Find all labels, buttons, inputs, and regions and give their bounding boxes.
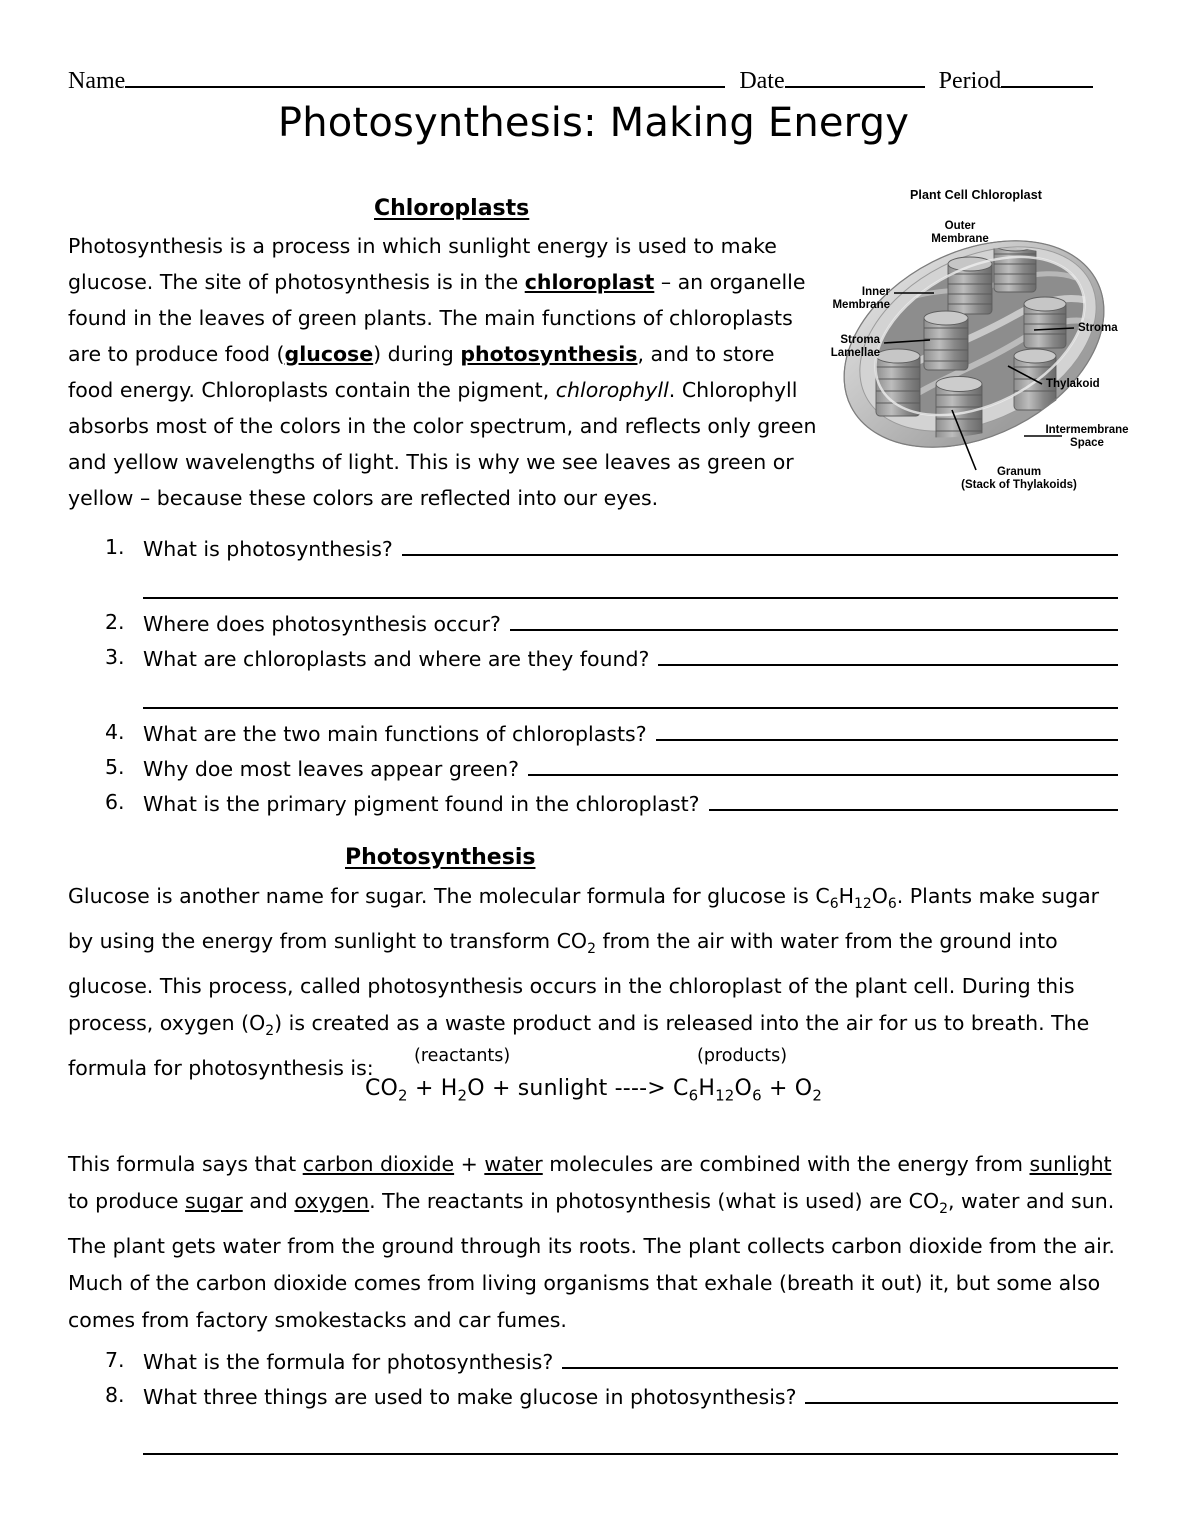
section-heading-chloroplasts: Chloroplasts [374, 196, 530, 221]
page-title: Photosynthesis: Making Energy [277, 100, 910, 146]
answer-line[interactable] [656, 717, 1118, 741]
question-row [0, 717, 1187, 752]
photosynthesis-equation-block [0, 1046, 1187, 1104]
question-text: What three things are used to make glucose in photosynthesis? [143, 1385, 797, 1409]
figure-label-thylakoid: Thylakoid [1046, 378, 1100, 390]
paragraph-photosynthesis-1: Glucose is another name for sugar. The molecular formula for glucose is $C_6H_{12}O_6$. Plants make sugar by using the energy from sunlight to transform $CO_2$ from the air with water from the ground into glucose. This process, called photosynthesis occurs in the chloroplast of the plant cell. During this process, oxygen $(O_2)$ is created as a waste product and is released into the air for us to breath. The formula for photosynthesis is: [68, 884, 1100, 1081]
question-text: Where does photosynthesis occur? [143, 612, 501, 636]
answer-line[interactable] [658, 642, 1118, 666]
paragraph-chloroplasts: Photosynthesis is a process in which sunlight energy is used to make glucose. The site of photosynthesis is in the chloroplast – an organelle found in the leaves of green plants. The main functions of chloroplasts are to produce food (glucose) during photosynthesis, and to store food energy. Chloroplasts contain the pigment, chlorophyll. Chlorophyll absorbs most of the colors in the color spectrum, and reflects only green and yellow wavelengths of light. This is why we see leaves as green or yellow – because these colors are reflected into our eyes. [68, 234, 817, 510]
answer-line[interactable] [528, 752, 1118, 776]
section-heading-photosynthesis: Photosynthesis [345, 845, 536, 870]
question-row [0, 532, 1187, 567]
period-label: Period [938, 68, 1002, 94]
products-label: (products) [697, 1046, 788, 1066]
answer-continuation-line-row [0, 1415, 1187, 1463]
question-text: What are the two main functions of chloroplasts? [143, 722, 647, 746]
figure-label-intermembrane-space: Intermembrane Space [1045, 424, 1129, 449]
question-text: Why doe most leaves appear green? [143, 757, 519, 781]
paragraph-photosynthesis-2: This formula says that carbon dioxide + water molecules are combined with the energy from sunlight to produce sugar and oxygen. The reactants in photosynthesis (what is used) are $CO_2$, water and sun. The plant gets water from the ground through its roots. The plant collects carbon dioxide from the air. Much of the carbon dioxide comes from living organisms that exhale (breath it out) it, but some also comes from factory smokestacks and car fumes. [68, 1152, 1115, 1333]
answer-line[interactable] [510, 607, 1118, 631]
answer-line[interactable] [562, 1345, 1118, 1369]
answer-line[interactable] [402, 532, 1118, 556]
question-number: 6. [105, 790, 125, 814]
date-fill-line[interactable] [785, 66, 925, 88]
answer-line[interactable] [143, 707, 1118, 709]
term-oxygen: oxygen [294, 1189, 370, 1213]
term-photosynthesis: photosynthesis [460, 342, 638, 366]
chloroplast-figure [826, 188, 1129, 500]
photosynthesis-formula: $CO_2 + H_2O$ + sunlight ----> $C_6H_{12}O_6 + O_2$ [364, 1076, 823, 1105]
term-chloroplast: chloroplast [524, 270, 655, 294]
question-row [0, 1380, 1187, 1415]
answer-line[interactable] [805, 1380, 1118, 1404]
term-chlorophyll: chlorophyll [555, 378, 669, 402]
answer-line[interactable] [143, 597, 1118, 599]
figure-label-stroma-lamellae: Stroma Lamellae [830, 334, 880, 359]
student-info-line [68, 66, 1118, 96]
figure-label-granum: Granum (Stack of Thylakoids) [961, 466, 1077, 491]
figure-label-outer-membrane: Outer Membrane [931, 220, 989, 245]
question-text: What is the primary pigment found in the chloroplast? [143, 792, 700, 816]
date-label: Date [739, 68, 785, 94]
question-text: What are chloroplasts and where are they found? [143, 647, 650, 671]
question-list-chloroplasts [0, 532, 1187, 822]
question-number: 2. [105, 610, 125, 634]
name-fill-line[interactable] [125, 66, 725, 88]
question-number: 1. [105, 535, 125, 559]
term-sugar: sugar [185, 1189, 243, 1213]
question-number: 7. [105, 1348, 125, 1372]
answer-line[interactable] [143, 1453, 1118, 1455]
question-number: 8. [105, 1383, 125, 1407]
question-number: 4. [105, 720, 125, 744]
question-number: 5. [105, 755, 125, 779]
answer-line[interactable] [709, 787, 1118, 811]
question-row [0, 607, 1187, 642]
period-fill-line[interactable] [1001, 66, 1093, 88]
question-row [0, 642, 1187, 677]
answer-continuation-line-row [0, 567, 1187, 607]
figure-label-stroma: Stroma [1078, 322, 1118, 334]
question-text: What is the formula for photosynthesis? [143, 1350, 554, 1374]
reactants-label: (reactants) [414, 1046, 511, 1066]
question-row [0, 752, 1187, 787]
term-sunlight: sunlight [1029, 1152, 1112, 1176]
question-row [0, 787, 1187, 822]
question-list-photosynthesis [0, 1345, 1187, 1463]
answer-continuation-line-row [0, 677, 1187, 717]
question-number: 3. [105, 645, 125, 669]
question-row [0, 1345, 1187, 1380]
figure-label-inner-membrane: Inner Membrane [832, 286, 890, 311]
figure-title: Plant Cell Chloroplast [909, 188, 1043, 202]
question-text: What is photosynthesis? [143, 537, 393, 561]
term-water: water [484, 1152, 543, 1176]
term-glucose: glucose [284, 342, 374, 366]
term-carbon-dioxide: carbon dioxide [302, 1152, 455, 1176]
name-label: Name [68, 68, 126, 94]
